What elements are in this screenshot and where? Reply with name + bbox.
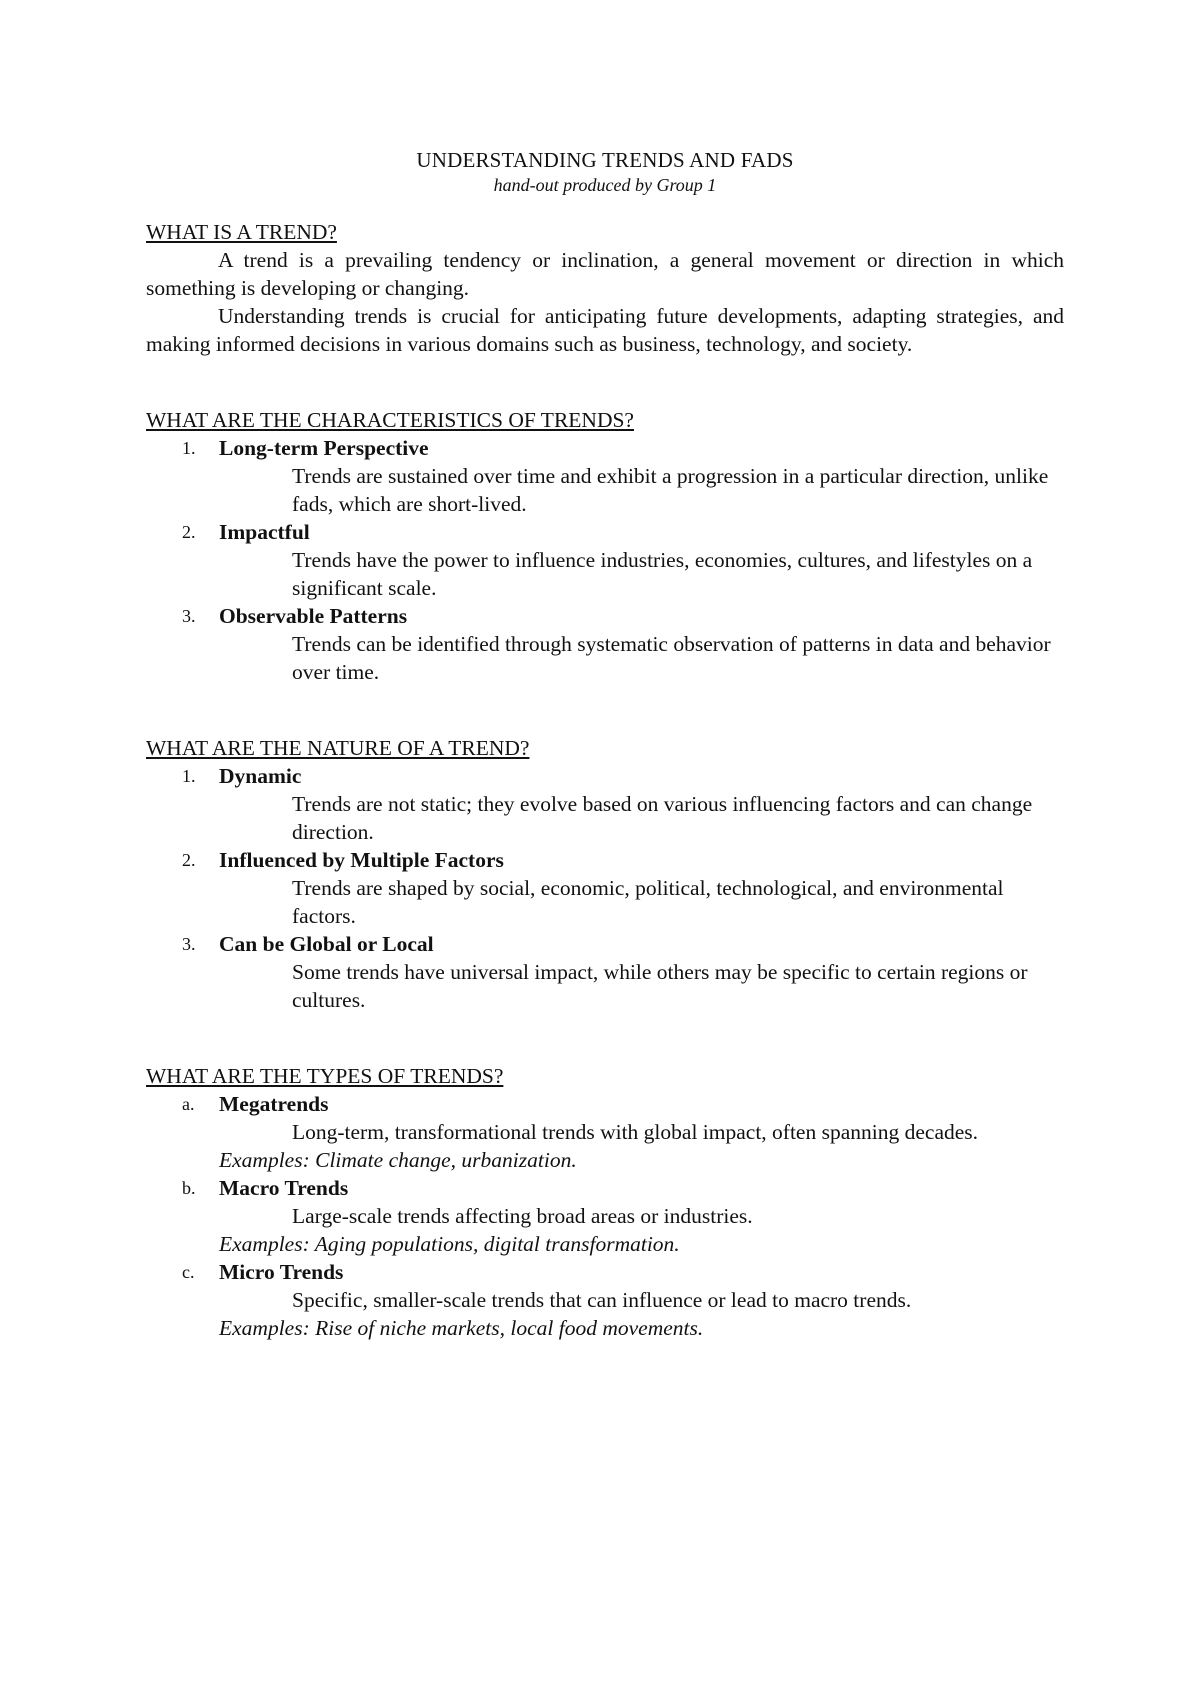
list-item: [146, 1174, 1064, 1258]
section-what-is-a-trend: [146, 218, 1064, 358]
list-marker: 2.: [182, 850, 196, 870]
item-description: Long-term, transformational trends with global impact, often spanning decades.: [292, 1120, 979, 1144]
item-description: Specific, smaller-scale trends that can influence or lead to macro trends.: [292, 1288, 912, 1312]
section-heading: WHAT IS A TREND?: [146, 220, 337, 244]
item-description: Trends have the power to influence industries, economies, cultures, and lifestyles on a significant scale.: [292, 548, 1033, 600]
list-item: [146, 602, 1064, 686]
item-title: Macro Trends: [219, 1176, 349, 1200]
item-title: Micro Trends: [219, 1260, 344, 1284]
paragraph: A trend is a prevailing tendency or inclination, a general movement or direction in which something is developing or changing.: [146, 248, 1064, 300]
document-page: [146, 146, 1064, 1342]
item-example: Examples: Aging populations, digital transformation.: [219, 1232, 680, 1256]
list-marker: a.: [182, 1094, 195, 1114]
section-heading: WHAT ARE THE NATURE OF A TREND?: [146, 736, 530, 760]
document-title: UNDERSTANDING TRENDS AND FADS: [416, 148, 794, 172]
section-types: [146, 1062, 1064, 1342]
item-title: Influenced by Multiple Factors: [219, 848, 504, 872]
item-title: Impactful: [219, 520, 310, 544]
item-description: Trends can be identified through systematic observation of patterns in data and behavior over time.: [292, 632, 1051, 684]
list-item: [146, 846, 1064, 930]
list-marker: b.: [182, 1178, 196, 1198]
list-marker: 1.: [182, 438, 196, 458]
list-item: [146, 1090, 1064, 1174]
list-item: [146, 930, 1064, 1014]
list-item: [146, 762, 1064, 846]
section-nature: [146, 734, 1064, 1014]
item-description: Trends are sustained over time and exhibit a progression in a particular direction, unlike fads, which are short-lived.: [292, 464, 1049, 516]
list-item: [146, 518, 1064, 602]
paragraph: Understanding trends is crucial for anticipating future developments, adapting strategies, and making informed decisions in various domains such as business, technology, and society.: [146, 304, 1064, 356]
item-description: Trends are shaped by social, economic, political, technological, and environmental factors.: [292, 876, 1004, 928]
item-title: Dynamic: [219, 764, 302, 788]
item-title: Long-term Perspective: [219, 436, 429, 460]
list-item: [146, 1258, 1064, 1342]
list-marker: c.: [182, 1262, 195, 1282]
item-description: Some trends have universal impact, while others may be specific to certain regions or cultures.: [292, 960, 1028, 1012]
list-marker: 1.: [182, 766, 196, 786]
section-characteristics: [146, 406, 1064, 686]
section-heading: WHAT ARE THE TYPES OF TRENDS?: [146, 1064, 504, 1088]
list-marker: 3.: [182, 934, 196, 954]
item-title: Observable Patterns: [219, 604, 408, 628]
item-title: Can be Global or Local: [219, 932, 434, 956]
item-description: Large-scale trends affecting broad areas or industries.: [292, 1204, 753, 1228]
document-subtitle: hand-out produced by Group 1: [493, 175, 717, 195]
section-heading: WHAT ARE THE CHARACTERISTICS OF TRENDS?: [146, 408, 634, 432]
item-title: Megatrends: [219, 1092, 329, 1116]
list-marker: 2.: [182, 522, 196, 542]
item-description: Trends are not static; they evolve based on various influencing factors and can change direction.: [292, 792, 1033, 844]
list-item: [146, 434, 1064, 518]
item-example: Examples: Rise of niche markets, local food movements.: [219, 1316, 704, 1340]
list-marker: 3.: [182, 606, 196, 626]
item-example: Examples: Climate change, urbanization.: [219, 1148, 577, 1172]
